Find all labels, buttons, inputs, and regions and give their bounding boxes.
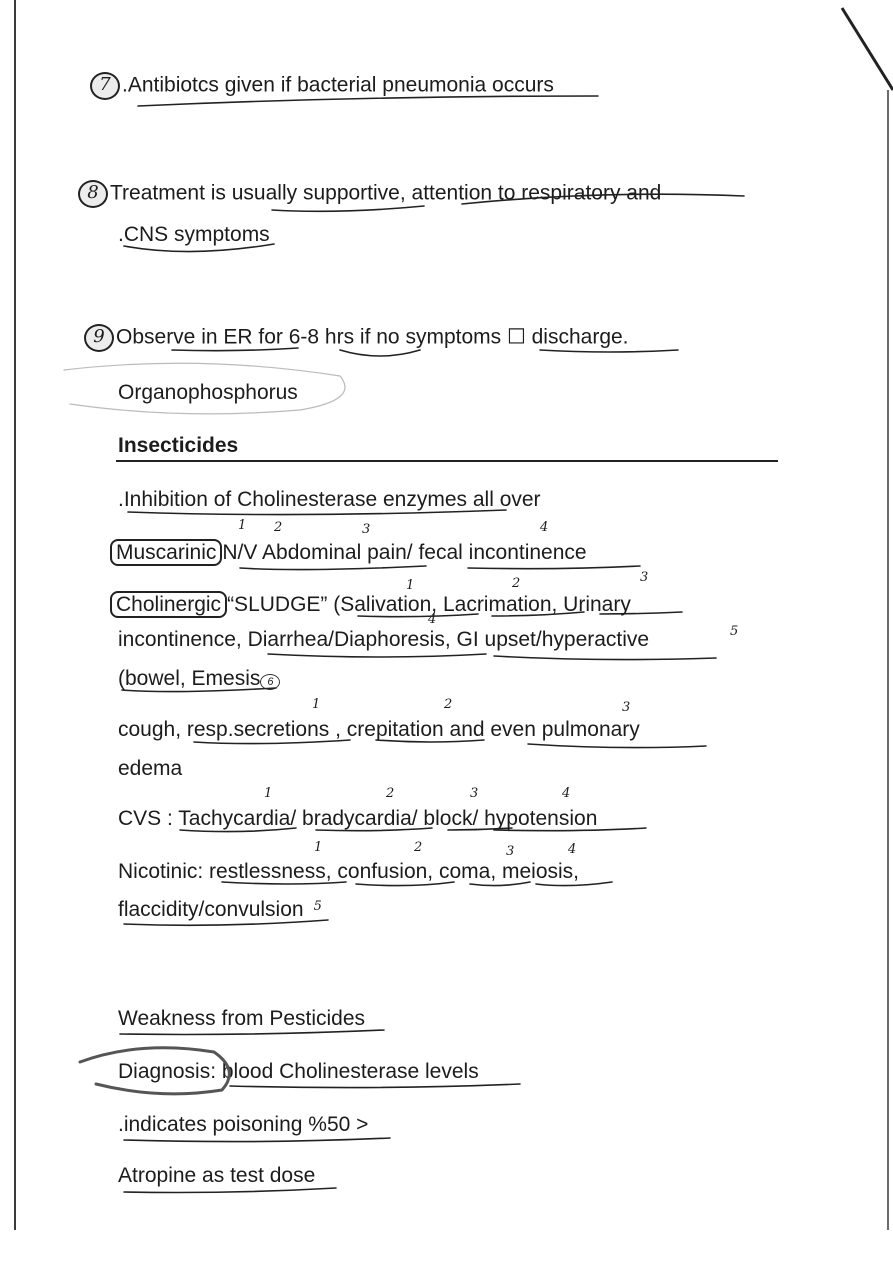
note-line-nicotinic <box>118 859 579 885</box>
line-text: Organophosphorus <box>118 381 298 404</box>
note-line-observe <box>84 324 629 352</box>
line-text: incontinence, Diarrhea/Diaphoresis, GI upset/hyperactive <box>118 628 650 651</box>
heading-rule <box>116 460 778 462</box>
note-line-inhibition <box>118 487 541 513</box>
annotation-number: 1 <box>314 840 323 855</box>
annotation-number: 2 <box>414 840 423 855</box>
annotation-number: 3 <box>362 522 371 537</box>
note-line-treatment <box>78 180 661 208</box>
line-text: Nicotinic: restlessness, confusion, coma, meiosis, <box>118 860 580 883</box>
annotation-number: 1 <box>406 578 415 593</box>
annotation-number: 1 <box>238 518 247 533</box>
line-text: N/V Abdominal pain/ fecal incontinence <box>222 541 587 564</box>
line-text: .Inhibition of Cholinesterase enzymes all over <box>118 488 541 511</box>
section-heading-insecticides <box>118 433 238 459</box>
note-line-flaccidity <box>118 897 322 926</box>
line-text: Atropine as test dose <box>118 1164 316 1187</box>
page-left-edge <box>14 0 16 1230</box>
line-text: (bowel, Emesis <box>118 667 261 690</box>
annotation-number: 2 <box>444 697 453 712</box>
note-line-cns <box>118 222 270 248</box>
line-text: cough, resp.secretions , crepitation and even pulmonary <box>118 718 640 741</box>
annotation-number: 4 <box>428 612 437 627</box>
annotation-number: 3 <box>470 786 479 801</box>
line-text: .CNS symptoms <box>118 223 270 246</box>
annotation-number: 2 <box>274 520 283 535</box>
annotation-number: 4 <box>540 520 549 535</box>
annotation-number: 2 <box>386 786 395 801</box>
annotation-number: 3 <box>640 570 649 585</box>
note-line-edema <box>118 756 182 782</box>
page-corner-fold <box>0 0 893 120</box>
annotation-number: 2 <box>512 576 521 591</box>
line-text: flaccidity/convulsion <box>118 898 304 921</box>
note-line-bowel-emesis <box>118 666 280 692</box>
note-line-respiratory <box>118 717 640 743</box>
line-text: .indicates poisoning %50 > <box>118 1113 369 1136</box>
item-number-7: 7 <box>90 72 120 100</box>
annotation-number: 3 <box>506 844 515 859</box>
annotation-number: 4 <box>562 786 571 801</box>
note-line-atropine <box>118 1163 315 1189</box>
note-line-diagnosis <box>118 1059 479 1085</box>
annotation-number: 5 <box>313 899 322 914</box>
line-text: CVS : Tachycardia/ bradycardia/ block/ hypotension <box>118 807 598 830</box>
line-text: Treatment is usually supportive, attention to respiratory and <box>110 181 662 205</box>
line-text: .Antibiotcs given if bacterial pneumonia occurs <box>122 73 554 97</box>
line-text: Diagnosis: blood Cholinesterase levels <box>118 1060 479 1083</box>
note-line-antibiotics <box>90 72 554 100</box>
line-text: Weakness from Pesticides <box>118 1007 366 1030</box>
line-text: Insecticides <box>118 434 239 457</box>
annotation-number: 5 <box>730 624 739 639</box>
note-line-incontinence <box>118 627 649 653</box>
line-text: Observe in ER for 6-8 hrs if no symptoms ☐ discharge. <box>116 325 629 349</box>
note-line-cholinergic <box>110 592 631 618</box>
note-line-muscarinic <box>110 540 587 566</box>
page-right-edge <box>887 90 889 1230</box>
boxed-term-cholinergic: Cholinergic <box>110 591 227 618</box>
note-line-organophosphorus <box>118 380 298 406</box>
item-number-9: 9 <box>84 324 114 352</box>
annotation-number: 4 <box>568 842 577 857</box>
note-line-weakness <box>118 1006 365 1032</box>
annotation-number: 3 <box>622 700 631 715</box>
line-text: edema <box>118 757 183 780</box>
note-line-cvs <box>118 806 597 832</box>
item-number-8: 8 <box>78 180 108 208</box>
annotation-number: 1 <box>312 697 321 712</box>
note-line-indicates <box>118 1112 368 1138</box>
line-text: “SLUDGE” (Salivation, Lacrimation, Urinary <box>227 593 631 616</box>
boxed-term-muscarinic: Muscarinic <box>110 539 222 566</box>
annotation-number: 6 <box>260 674 280 690</box>
annotation-number: 1 <box>264 786 273 801</box>
